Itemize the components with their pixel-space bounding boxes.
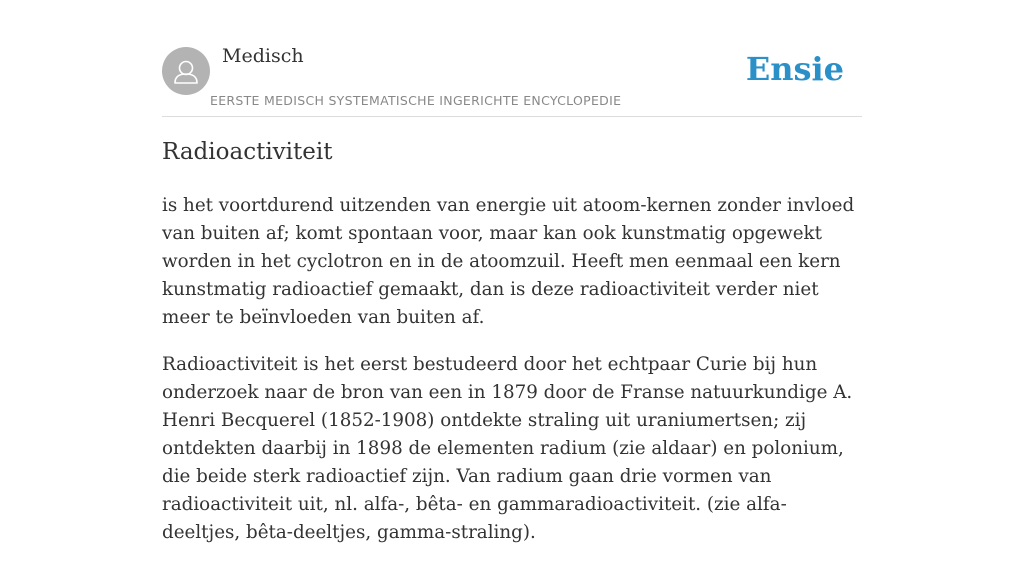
page-title: Radioactiviteit: [162, 139, 333, 165]
source-subtitle: EERSTE MEDISCH SYSTEMATISCHE INGERICHTE ENCYCLOPEDIE: [210, 93, 622, 108]
ensie-logo[interactable]: Ensie: [745, 50, 844, 88]
article-body: [162, 192, 862, 566]
page: [162, 0, 862, 543]
source-header: [162, 0, 862, 117]
source-name[interactable]: Medisch: [222, 45, 304, 67]
article-paragraph: Radioactiviteit is het eerst bestudeerd door het echtpaar Curie bij hun onderzoek naar de bron van een in 1879 door de Franse natuurkundige A. Henri Becquerel (1852-1908) ontdekte straling uit uraniumertsen; zij ontdekten daarbij in 1898 de elementen radium (zie aldaar) en polonium, die beide sterk radioactief zijn. Van radium gaan drie vormen van radioactiviteit uit, nl. alfa-, bêta- en gammaradioactiviteit. (zie alfa-deeltjes, bêta-deeltjes, gamma-straling).: [162, 354, 853, 543]
user-icon: [162, 47, 210, 95]
article-paragraph: is het voortdurend uitzenden van energie uit atoom-kernen zonder invloed van buiten af; komt spontaan voor, maar kan ook kunstmatig opgewekt worden in het cyclotron en in de atoomzuil. Heeft men eenmaal een kern kunstmatig radioactief gemaakt, dan is deze radioactiviteit verder niet meer te beïnvloeden van buiten af.: [162, 195, 855, 328]
avatar[interactable]: [162, 47, 210, 95]
